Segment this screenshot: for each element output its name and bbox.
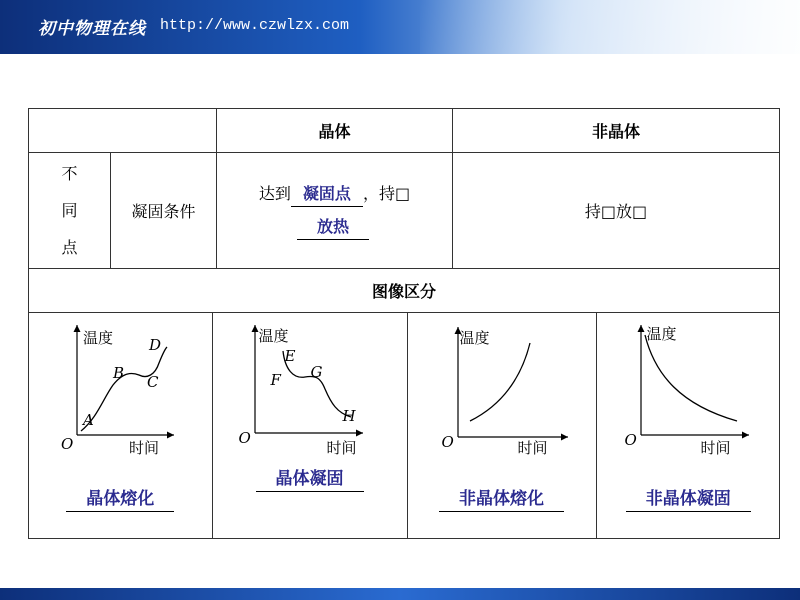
point-f: F — [270, 371, 281, 389]
amorphous-condition-cell: 持□放□ — [453, 153, 780, 269]
point-g: G — [310, 363, 323, 381]
graph-caption: 晶体凝固 — [256, 464, 364, 492]
crystal-condition-answer-1: 凝固点 — [302, 183, 351, 203]
graph-caption: 非晶体凝固 — [626, 484, 751, 512]
differences-char-1: 不 — [61, 164, 78, 183]
graph-2-svg — [213, 313, 408, 538]
xlabel: 时间 — [326, 439, 357, 457]
col-amorphous-header: 非晶体 — [453, 109, 780, 153]
amorphous-melting-curve — [470, 343, 530, 421]
header-wave-decoration — [420, 0, 800, 54]
graph-row-cell — [29, 313, 780, 539]
graph-crystal-melting — [29, 313, 212, 538]
origin-label: O — [624, 431, 637, 449]
point-d: D — [149, 336, 162, 354]
corner-cell — [29, 109, 217, 153]
xlabel: 时间 — [517, 439, 548, 457]
ylabel: 温度 — [258, 327, 289, 345]
graph-row — [29, 313, 780, 539]
graph-caption: 非晶体熔化 — [439, 484, 564, 512]
point-a: A — [83, 411, 94, 429]
caption-container — [213, 464, 407, 492]
origin-label: O — [441, 433, 454, 451]
condition-label: 凝固条件 — [111, 153, 217, 269]
crystal-condition-mid: ，持□ — [362, 183, 411, 203]
site-name: 初中物理在线 — [38, 19, 146, 39]
point-c: C — [147, 373, 159, 391]
ylabel: 温度 — [459, 329, 490, 347]
crystal-condition-cell — [217, 153, 453, 269]
condition-row — [29, 153, 780, 269]
differences-label — [29, 153, 111, 269]
crystal-condition-answer-2: 放热 — [316, 216, 349, 236]
graph-amorphous-solidifying — [596, 313, 780, 538]
point-h: H — [342, 407, 356, 425]
caption-container — [29, 484, 212, 512]
caption-container — [408, 484, 596, 512]
differences-char-2: 同 — [61, 201, 78, 220]
header-row — [29, 109, 780, 153]
ylabel: 温度 — [646, 325, 677, 343]
graph-amorphous-melting — [407, 313, 596, 538]
graph-title-row — [29, 269, 780, 313]
origin-label: O — [238, 429, 251, 447]
col-crystal-header: 晶体 — [217, 109, 453, 153]
point-b: B — [113, 364, 125, 382]
amorphous-solidifying-curve — [645, 335, 737, 421]
origin-label: O — [61, 435, 74, 453]
point-e: E — [284, 347, 296, 365]
xlabel: 时间 — [129, 439, 160, 457]
ylabel: 温度 — [83, 329, 114, 347]
graph-caption: 晶体熔化 — [66, 484, 174, 512]
xlabel: 时间 — [700, 439, 731, 457]
caption-container — [597, 484, 781, 512]
graph-crystal-solidifying — [212, 313, 407, 538]
crystal-condition-prefix: 达到 — [258, 183, 291, 203]
site-url[interactable]: http://www.czwlzx.com — [160, 17, 350, 34]
comparison-table — [28, 108, 780, 539]
differences-char-3: 点 — [61, 238, 78, 257]
footer-bar — [0, 588, 800, 600]
graph-section-title: 图像区分 — [29, 269, 780, 313]
